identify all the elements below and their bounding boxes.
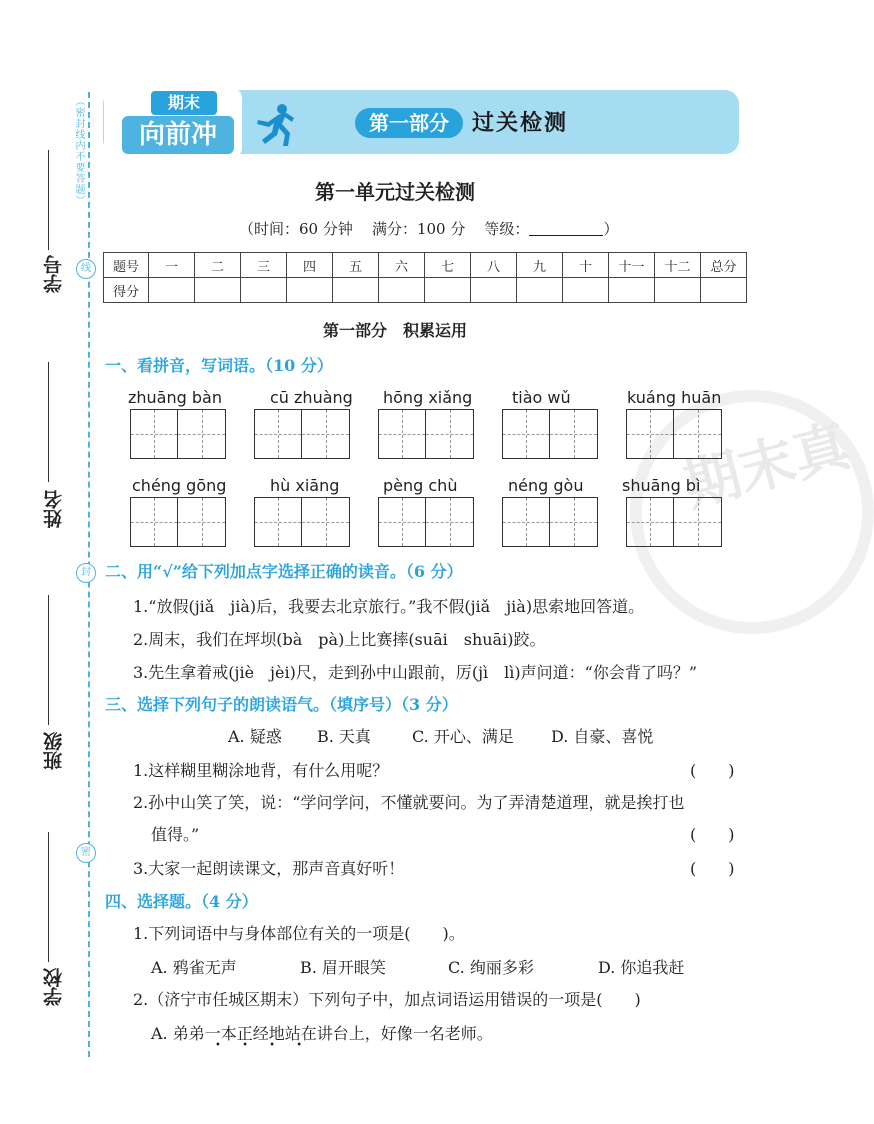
q3-item-2b: 值得。” <box>151 825 200 844</box>
part-title: 过关检测 <box>472 111 569 136</box>
exam-meta <box>239 218 618 239</box>
tag-final: 期末 <box>151 91 217 115</box>
table-cell: 总分 <box>701 253 747 278</box>
score-cell[interactable] <box>333 278 379 303</box>
school-label: 学校 <box>43 968 65 1006</box>
answer-paren[interactable]: ( ) <box>690 859 735 878</box>
pinyin-label: tiào wǔ <box>512 388 571 407</box>
writing-grid[interactable] <box>254 409 350 459</box>
writing-grid[interactable] <box>378 497 474 547</box>
class-label: 班级 <box>43 732 65 770</box>
q4-option-2a: A. 弟弟一本正经地站在讲台上，好像一名老师。 <box>151 1024 493 1043</box>
writing-grid[interactable] <box>626 409 722 459</box>
part-one-heading: 第一部分 积累运用 <box>322 321 467 340</box>
part-badge: 第一部分 <box>355 108 463 138</box>
q3-option-b: B. 天真 <box>317 727 371 746</box>
writing-grid[interactable] <box>626 497 722 547</box>
school-line[interactable] <box>48 832 49 962</box>
writing-grid[interactable] <box>254 497 350 547</box>
score-cell[interactable] <box>517 278 563 303</box>
name-line[interactable] <box>48 362 49 482</box>
q3-item-1: 1.这样糊里糊涂地背，有什么用呢？ <box>133 761 389 780</box>
q3-option-a: A. 疑惑 <box>228 727 282 746</box>
writing-grid[interactable] <box>502 409 598 459</box>
section-1-heading: 一、看拼音，写词语。（10 分） <box>105 356 333 375</box>
table-cell: 十一 <box>609 253 655 278</box>
pinyin-label: hù xiāng <box>270 476 340 495</box>
pinyin-label: kuáng huān <box>627 388 722 407</box>
student-id-label: 学号 <box>43 255 65 293</box>
q2-line-2: 2.周末，我们在坪坝(bà pà)上比赛摔(suāi shuāi)跤。 <box>133 630 546 649</box>
class-line[interactable] <box>48 595 49 725</box>
score-cell[interactable] <box>241 278 287 303</box>
q4-option-a: A. 鸦雀无声 <box>151 958 237 977</box>
section-4-heading: 四、选择题。（4 分） <box>105 892 258 911</box>
q3-item-2a: 2.孙中山笑了笑，说：“学问学问，不懂就要问。为了弄清楚道理，就是挨打也 <box>133 793 685 812</box>
q3-option-d: D. 自豪、喜悦 <box>551 727 654 746</box>
table-cell: 五 <box>333 253 379 278</box>
writing-grid[interactable] <box>130 409 226 459</box>
pinyin-label: zhuāng bàn <box>128 388 222 407</box>
table-cell: 题号 <box>104 253 149 278</box>
table-cell: 十二 <box>655 253 701 278</box>
pinyin-label: néng gòu <box>508 476 584 495</box>
score-cell[interactable] <box>379 278 425 303</box>
writing-grid[interactable] <box>130 497 226 547</box>
table-cell: 七 <box>425 253 471 278</box>
writing-grid[interactable] <box>378 409 474 459</box>
q2-line-3: 3.先生拿着戒(jiè jèi)尺，走到孙中山跟前，厉(jì lì)声问道：“你会背了吗？” <box>133 663 698 682</box>
writing-grid[interactable] <box>502 497 598 547</box>
score-table <box>103 252 747 303</box>
q4-item-1: 1.下列词语中与身体部位有关的一项是( )。 <box>133 924 465 943</box>
meta-full: 满分：100 分 <box>371 220 466 238</box>
meta-close: ） <box>603 220 619 238</box>
watermark-text: 期末真 <box>677 412 857 520</box>
answer-paren[interactable]: ( ) <box>690 761 735 780</box>
score-cell[interactable] <box>149 278 195 303</box>
answer-paren[interactable]: ( ) <box>690 825 735 844</box>
q2-line-1: 1.“放假(jiǎ jià)后，我要去北京旅行。”我不假(jiǎ jià)思索地回答道。 <box>133 597 645 616</box>
pinyin-label: chéng gōng <box>132 476 227 495</box>
q4-option-d: D. 你追我赶 <box>598 958 685 977</box>
meta-grade: 等级： <box>484 220 530 238</box>
table-cell: 四 <box>287 253 333 278</box>
pinyin-label: cū zhuàng <box>270 388 353 407</box>
score-cell[interactable] <box>655 278 701 303</box>
score-cell[interactable] <box>287 278 333 303</box>
runner-icon <box>252 102 296 148</box>
score-cell[interactable] <box>471 278 517 303</box>
emphasis-dots: • • • • <box>215 1040 312 1051</box>
pinyin-label: shuāng bì <box>622 476 701 495</box>
table-cell: 三 <box>241 253 287 278</box>
seal-char-seal: 封 <box>76 563 96 583</box>
q4-option-b: B. 眉开眼笑 <box>300 958 386 977</box>
pinyin-label: hōng xiǎng <box>383 388 473 407</box>
seal-char-secret: 密 <box>76 843 96 863</box>
pinyin-label: pèng chù <box>383 476 458 495</box>
table-cell: 八 <box>471 253 517 278</box>
score-cell[interactable] <box>609 278 655 303</box>
table-cell: 一 <box>149 253 195 278</box>
meta-time: （时间：60 分钟 <box>239 220 353 238</box>
section-2-heading: 二、用“√”给下列加点字选择正确的读音。（6 分） <box>105 562 463 581</box>
table-cell: 二 <box>195 253 241 278</box>
q4-option-c: C. 绚丽多彩 <box>448 958 534 977</box>
table-cell: 得分 <box>104 278 149 303</box>
q4-item-2: 2.（济宁市任城区期末）下列句子中，加点词语运用错误的一项是( ) <box>133 990 641 1009</box>
q3-option-c: C. 开心、满足 <box>412 727 514 746</box>
tag-forward: 向前冲 <box>122 116 234 154</box>
table-row <box>104 278 747 303</box>
table-cell: 十 <box>563 253 609 278</box>
seal-char-line: 线 <box>76 259 96 279</box>
score-cell[interactable] <box>563 278 609 303</box>
table-cell: 九 <box>517 253 563 278</box>
table-row <box>104 253 747 278</box>
q3-item-3: 3.大家一起朗读课文，那声音真好听！ <box>133 859 405 878</box>
section-3-heading: 三、选择下列句子的朗读语气。（填序号）（3 分） <box>105 695 458 714</box>
score-cell[interactable] <box>425 278 471 303</box>
table-cell: 六 <box>379 253 425 278</box>
page-title: 第一单元过关检测 <box>315 180 475 204</box>
score-cell[interactable] <box>701 278 747 303</box>
binding-note: （密封线内不要答题） <box>73 96 84 206</box>
grade-blank[interactable] <box>529 221 603 236</box>
score-cell[interactable] <box>195 278 241 303</box>
name-label: 姓名 <box>43 490 65 528</box>
